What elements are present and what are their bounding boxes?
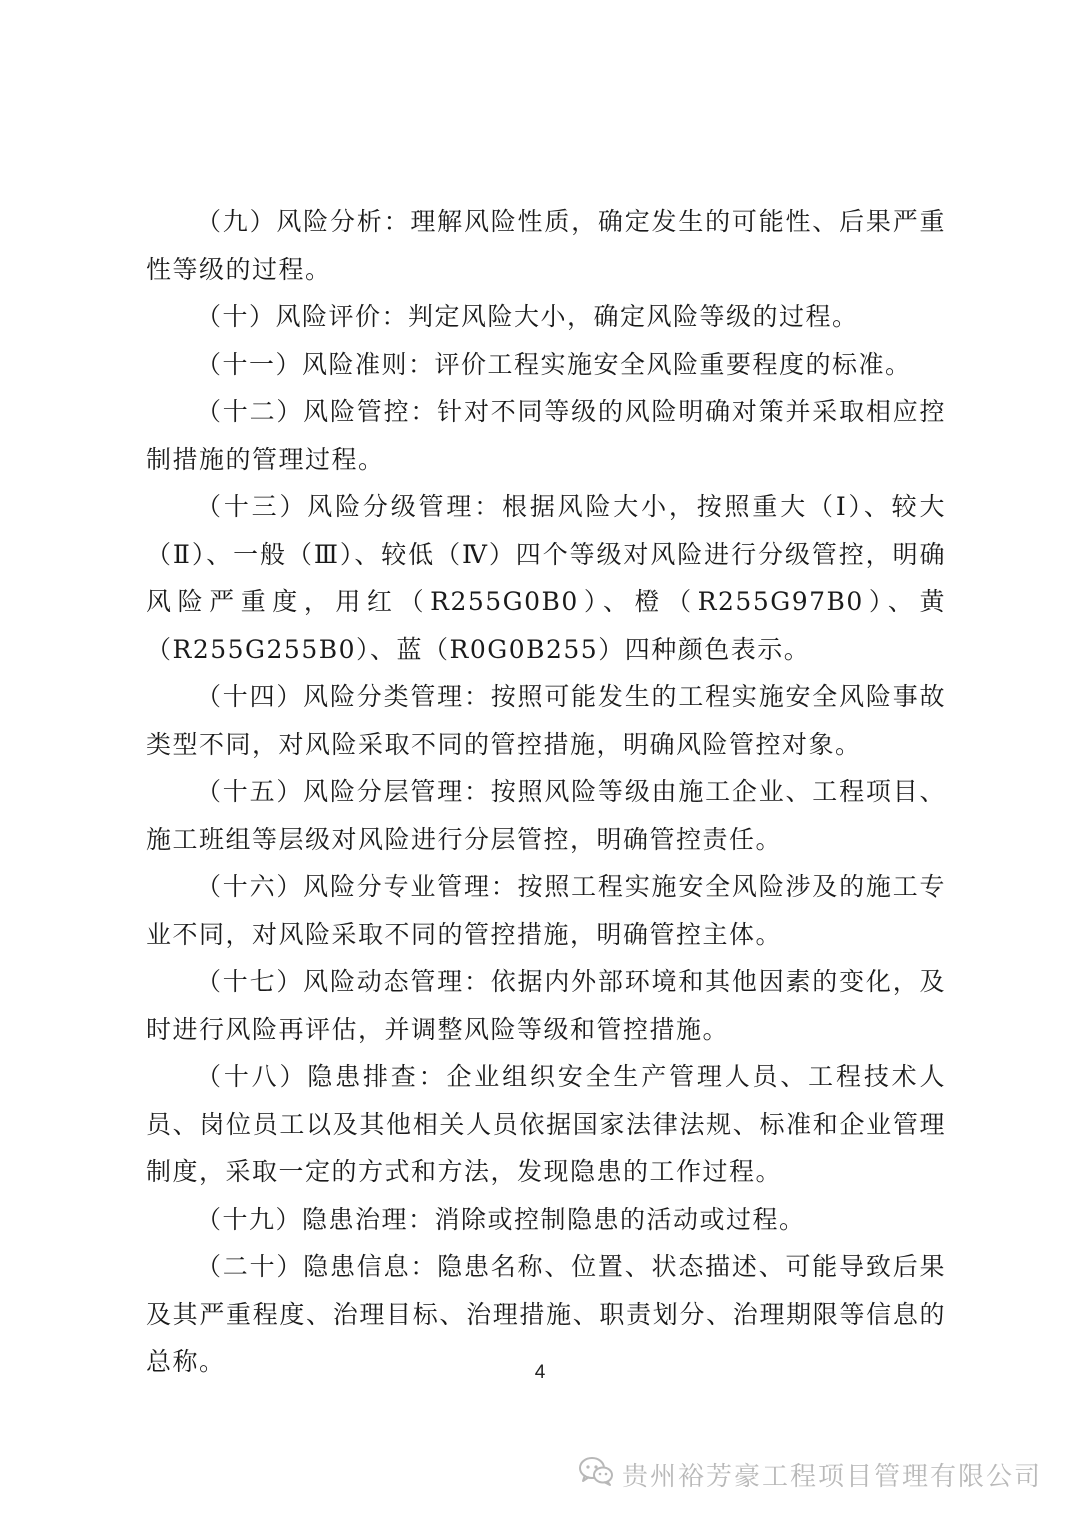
paragraph-risk-control: （十二）风险管控：针对不同等级的风险明确对策并采取相应控制措施的管理过程。 bbox=[146, 397, 946, 474]
paragraph-hazard-remediation: （十九）隐患治理：消除或控制隐患的活动或过程。 bbox=[196, 1204, 806, 1234]
paragraph-risk-analysis: （九）风险分析：理解风险性质，确定发生的可能性、后果严重性等级的过程。 bbox=[146, 207, 946, 284]
page-number: 4 bbox=[534, 1362, 546, 1383]
account-watermark bbox=[578, 1456, 1042, 1493]
document-body bbox=[146, 198, 946, 1386]
paragraph-risk-criteria: （十一）风险准则：评价工程实施安全风险重要程度的标准。 bbox=[196, 349, 912, 379]
paragraph-risk-specialty: （十六）风险分专业管理：按照工程实施安全风险涉及的施工专业不同，对风险采取不同的管控措施，明确管控主体。 bbox=[146, 872, 946, 949]
paragraph-risk-classification: （十四）风险分类管理：按照可能发生的工程实施安全风险事故类型不同，对风险采取不同的管控措施，明确风险管控对象。 bbox=[146, 682, 946, 759]
paragraph-risk-grading: （十三）风险分级管理：根据风险大小，按照重大（Ⅰ）、较大（Ⅱ）、一般（Ⅲ）、较低（Ⅳ）四个等级对风险进行分级管控，明确风险严重度，用红（R255G0B0）、橙（R255G97B0）、黄（R255G255B0）、蓝（R0G0B255）四种颜色表示。 bbox=[146, 492, 946, 664]
wechat-icon bbox=[578, 1456, 614, 1493]
paragraph-hazard-inspection: （十八）隐患排查：企业组织安全生产管理人员、工程技术人员、岗位员工以及其他相关人员依据国家法律法规、标准和企业管理制度，采取一定的方式和方法，发现隐患的工作过程。 bbox=[146, 1062, 946, 1186]
paragraph-risk-dynamic: （十七）风险动态管理：依据内外部环境和其他因素的变化，及时进行风险再评估，并调整风险等级和管控措施。 bbox=[146, 967, 946, 1044]
watermark-text: 贵州裕芳豪工程项目管理有限公司 bbox=[621, 1462, 1042, 1492]
paragraph-hazard-information: （二十）隐患信息：隐患名称、位置、状态描述、可能导致后果及其严重程度、治理目标、治理措施、职责划分、治理期限等信息的总称。 bbox=[146, 1252, 946, 1376]
paragraph-risk-layering: （十五）风险分层管理：按照风险等级由施工企业、工程项目、施工班组等层级对风险进行分层管控，明确管控责任。 bbox=[146, 777, 946, 854]
paragraph-risk-evaluation: （十）风险评价：判定风险大小，确定风险等级的过程。 bbox=[196, 302, 859, 331]
